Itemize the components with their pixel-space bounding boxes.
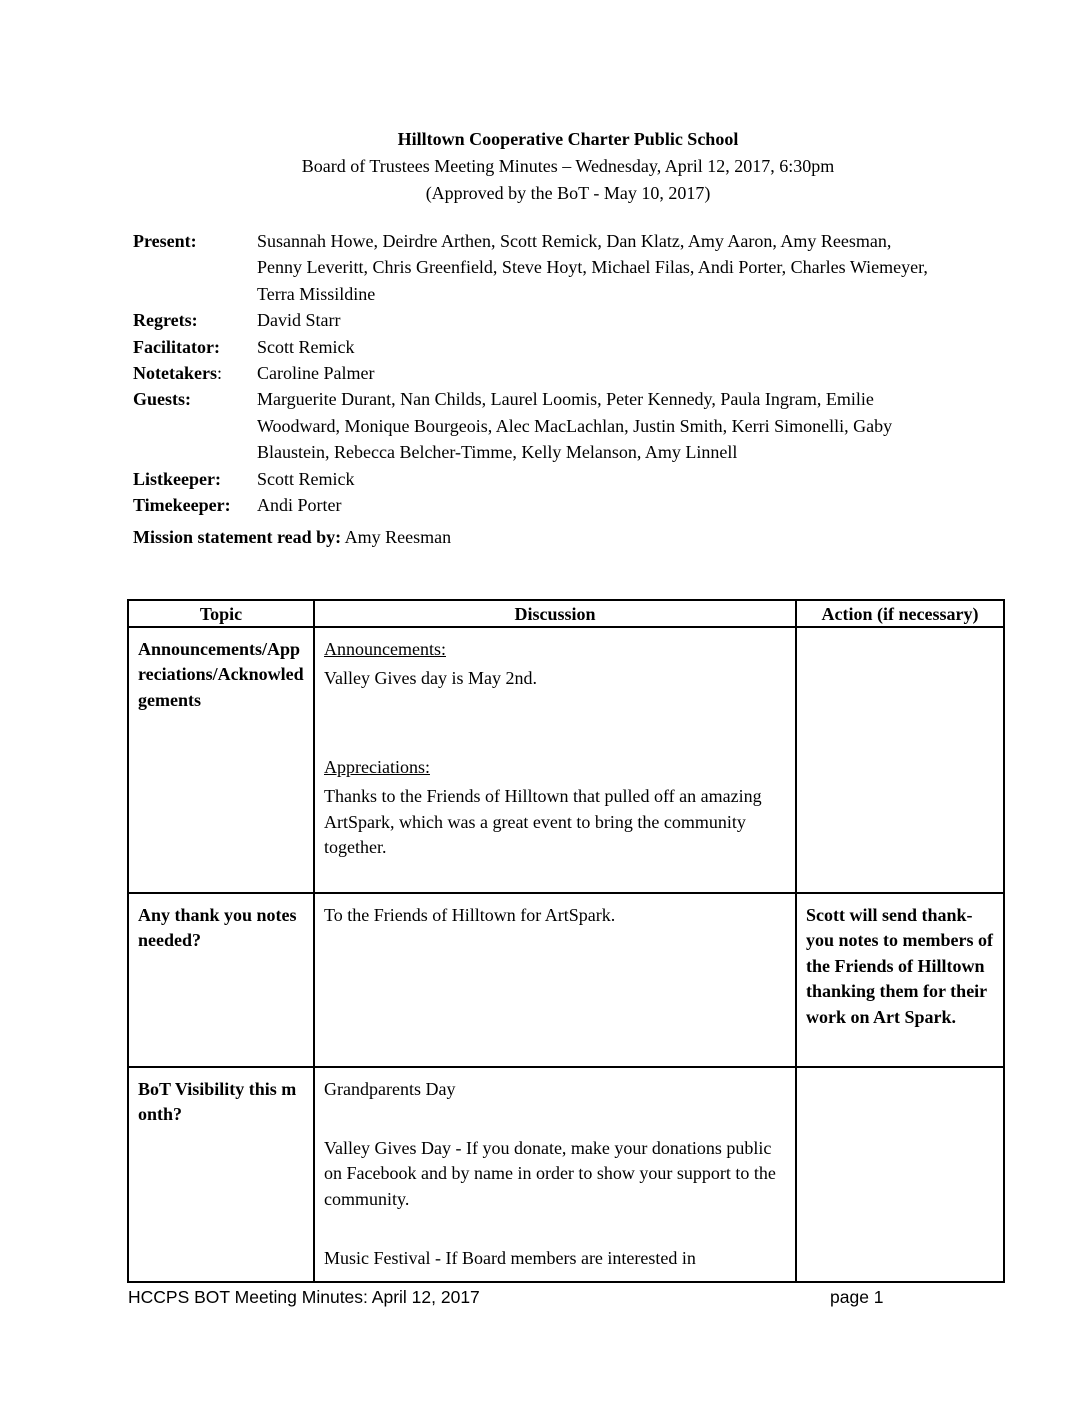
attendance-value <box>257 386 1000 465</box>
attendance-label: Notetakers: <box>133 363 222 384</box>
attendance-value <box>257 360 1000 386</box>
discussion-heading: Appreciations: <box>324 756 430 777</box>
attendance-value <box>257 466 1000 492</box>
attendance-value-line: Susannah Howe, Deirdre Arthen, Scott Remick, Dan Klatz, Amy Aaron, Amy Reesman, <box>257 231 892 251</box>
attendance-label: Present: <box>133 231 197 251</box>
attendance-row <box>133 228 1000 307</box>
attendance-value-line: Andi Porter <box>257 495 342 516</box>
column-header-discussion: Discussion <box>314 600 796 627</box>
discussion-paragraph: Valley Gives Day - If you donate, make your donations public on Facebook and by name in order to show your support to the community. <box>324 1137 776 1209</box>
discussion-paragraph: To the Friends of Hilltown for ArtSpark. <box>324 904 616 925</box>
approval-note: (Approved by the BoT - May 10, 2017) <box>425 183 711 203</box>
attendance-label: Facilitator: <box>133 336 220 357</box>
footer-page-number: page 1 <box>830 1287 884 1307</box>
minutes-table-row <box>128 1067 1004 1283</box>
attendance-row <box>133 466 1000 492</box>
discussion-paragraph: Thanks to the Friends of Hilltown that pulled off an amazing ArtSpark, which was a great event to bring the community together. <box>324 786 762 858</box>
document-subtitle: Board of Trustees Meeting Minutes – Wednesday, April 12, 2017, 6:30pm <box>301 156 835 176</box>
attendance-row <box>133 307 1000 333</box>
column-header-action-if-necessary: Action (if necessary) <box>796 600 1004 627</box>
attendance-label: Timekeeper: <box>133 495 231 516</box>
discussion-cell <box>314 627 796 893</box>
attendance-value-line: Caroline Palmer <box>257 363 375 384</box>
mission-statement-line <box>133 524 1000 550</box>
discussion-cell <box>314 893 796 1067</box>
attendance-value-line: Penny Leveritt, Chris Greenfield, Steve Hoyt, Michael Filas, Andi Porter, Charles Wiemeyer, <box>257 257 928 278</box>
topic-cell: Announcements/Appreciations/Acknowledgements <box>128 627 314 893</box>
discussion-paragraph <box>324 696 787 722</box>
discussion-paragraph <box>324 1106 787 1132</box>
attendance-value-line: Scott Remick <box>257 468 355 489</box>
mission-statement-reader: Amy Reesman <box>344 527 452 548</box>
discussion-heading: Announcements: <box>324 638 446 659</box>
attendance-label: Regrets: <box>133 310 198 331</box>
attendance-value-line: Blaustein, Rebecca Belcher-Timme, Kelly Melanson, Amy Linnell <box>257 442 738 463</box>
action-cell: Scott will send thank-you notes to members of the Friends of Hilltown thanking them for their work on Art Spark. <box>796 893 1004 1067</box>
attendance-row <box>133 334 1000 360</box>
attendance-value-line: Terra Missildine <box>257 283 376 304</box>
attendance-value-line: David Starr <box>257 310 341 331</box>
attendance-value-line: Marguerite Durant, Nan Childs, Laurel Loomis, Peter Kennedy, Paula Ingram, Emilie <box>257 389 874 410</box>
attendance-value-line: Woodward, Monique Bourgeois, Alec MacLachlan, Justin Smith, Kerri Simonelli, Gaby <box>257 415 893 436</box>
document-title: Hilltown Cooperative Charter Public School <box>397 129 739 149</box>
action-cell <box>796 1067 1004 1283</box>
discussion-cell <box>314 1067 796 1283</box>
attendance-row <box>133 360 1000 386</box>
mission-statement-label: Mission statement read by: <box>133 527 342 548</box>
attendance-value <box>257 492 1000 518</box>
discussion-paragraph: Valley Gives day is May 2nd. <box>324 668 537 689</box>
attendance-value <box>257 334 1000 360</box>
minutes-table-head <box>128 600 1004 627</box>
minutes-table <box>127 599 1005 1284</box>
minutes-table-header-row <box>128 600 1004 627</box>
minutes-table-row <box>128 893 1004 1067</box>
topic-cell: BoT Visibility this month? <box>128 1067 314 1283</box>
attendance-label: Listkeeper: <box>133 468 221 489</box>
discussion-paragraph: Music Festival - If Board members are interested in <box>324 1247 696 1268</box>
attendance-value-line: Scott Remick <box>257 336 355 357</box>
attendance-label: Guests: <box>133 389 191 410</box>
action-cell <box>796 627 1004 893</box>
attendance-row <box>133 386 1000 465</box>
minutes-table-body <box>128 627 1004 1283</box>
discussion-paragraph <box>324 725 787 751</box>
attendance-row <box>133 492 1000 518</box>
column-header-topic: Topic <box>128 600 314 627</box>
discussion-paragraph <box>324 1216 787 1242</box>
document-header <box>133 0 1003 207</box>
discussion-paragraph: Grandparents Day <box>324 1078 456 1099</box>
attendance-value <box>257 307 1000 333</box>
footer-document-label: HCCPS BOT Meeting Minutes: April 12, 2017 <box>128 1287 480 1307</box>
minutes-table-row <box>128 627 1004 893</box>
topic-cell: Any thank you notes needed? <box>128 893 314 1067</box>
attendance-value <box>257 228 1000 307</box>
attendance-section <box>133 228 1000 518</box>
